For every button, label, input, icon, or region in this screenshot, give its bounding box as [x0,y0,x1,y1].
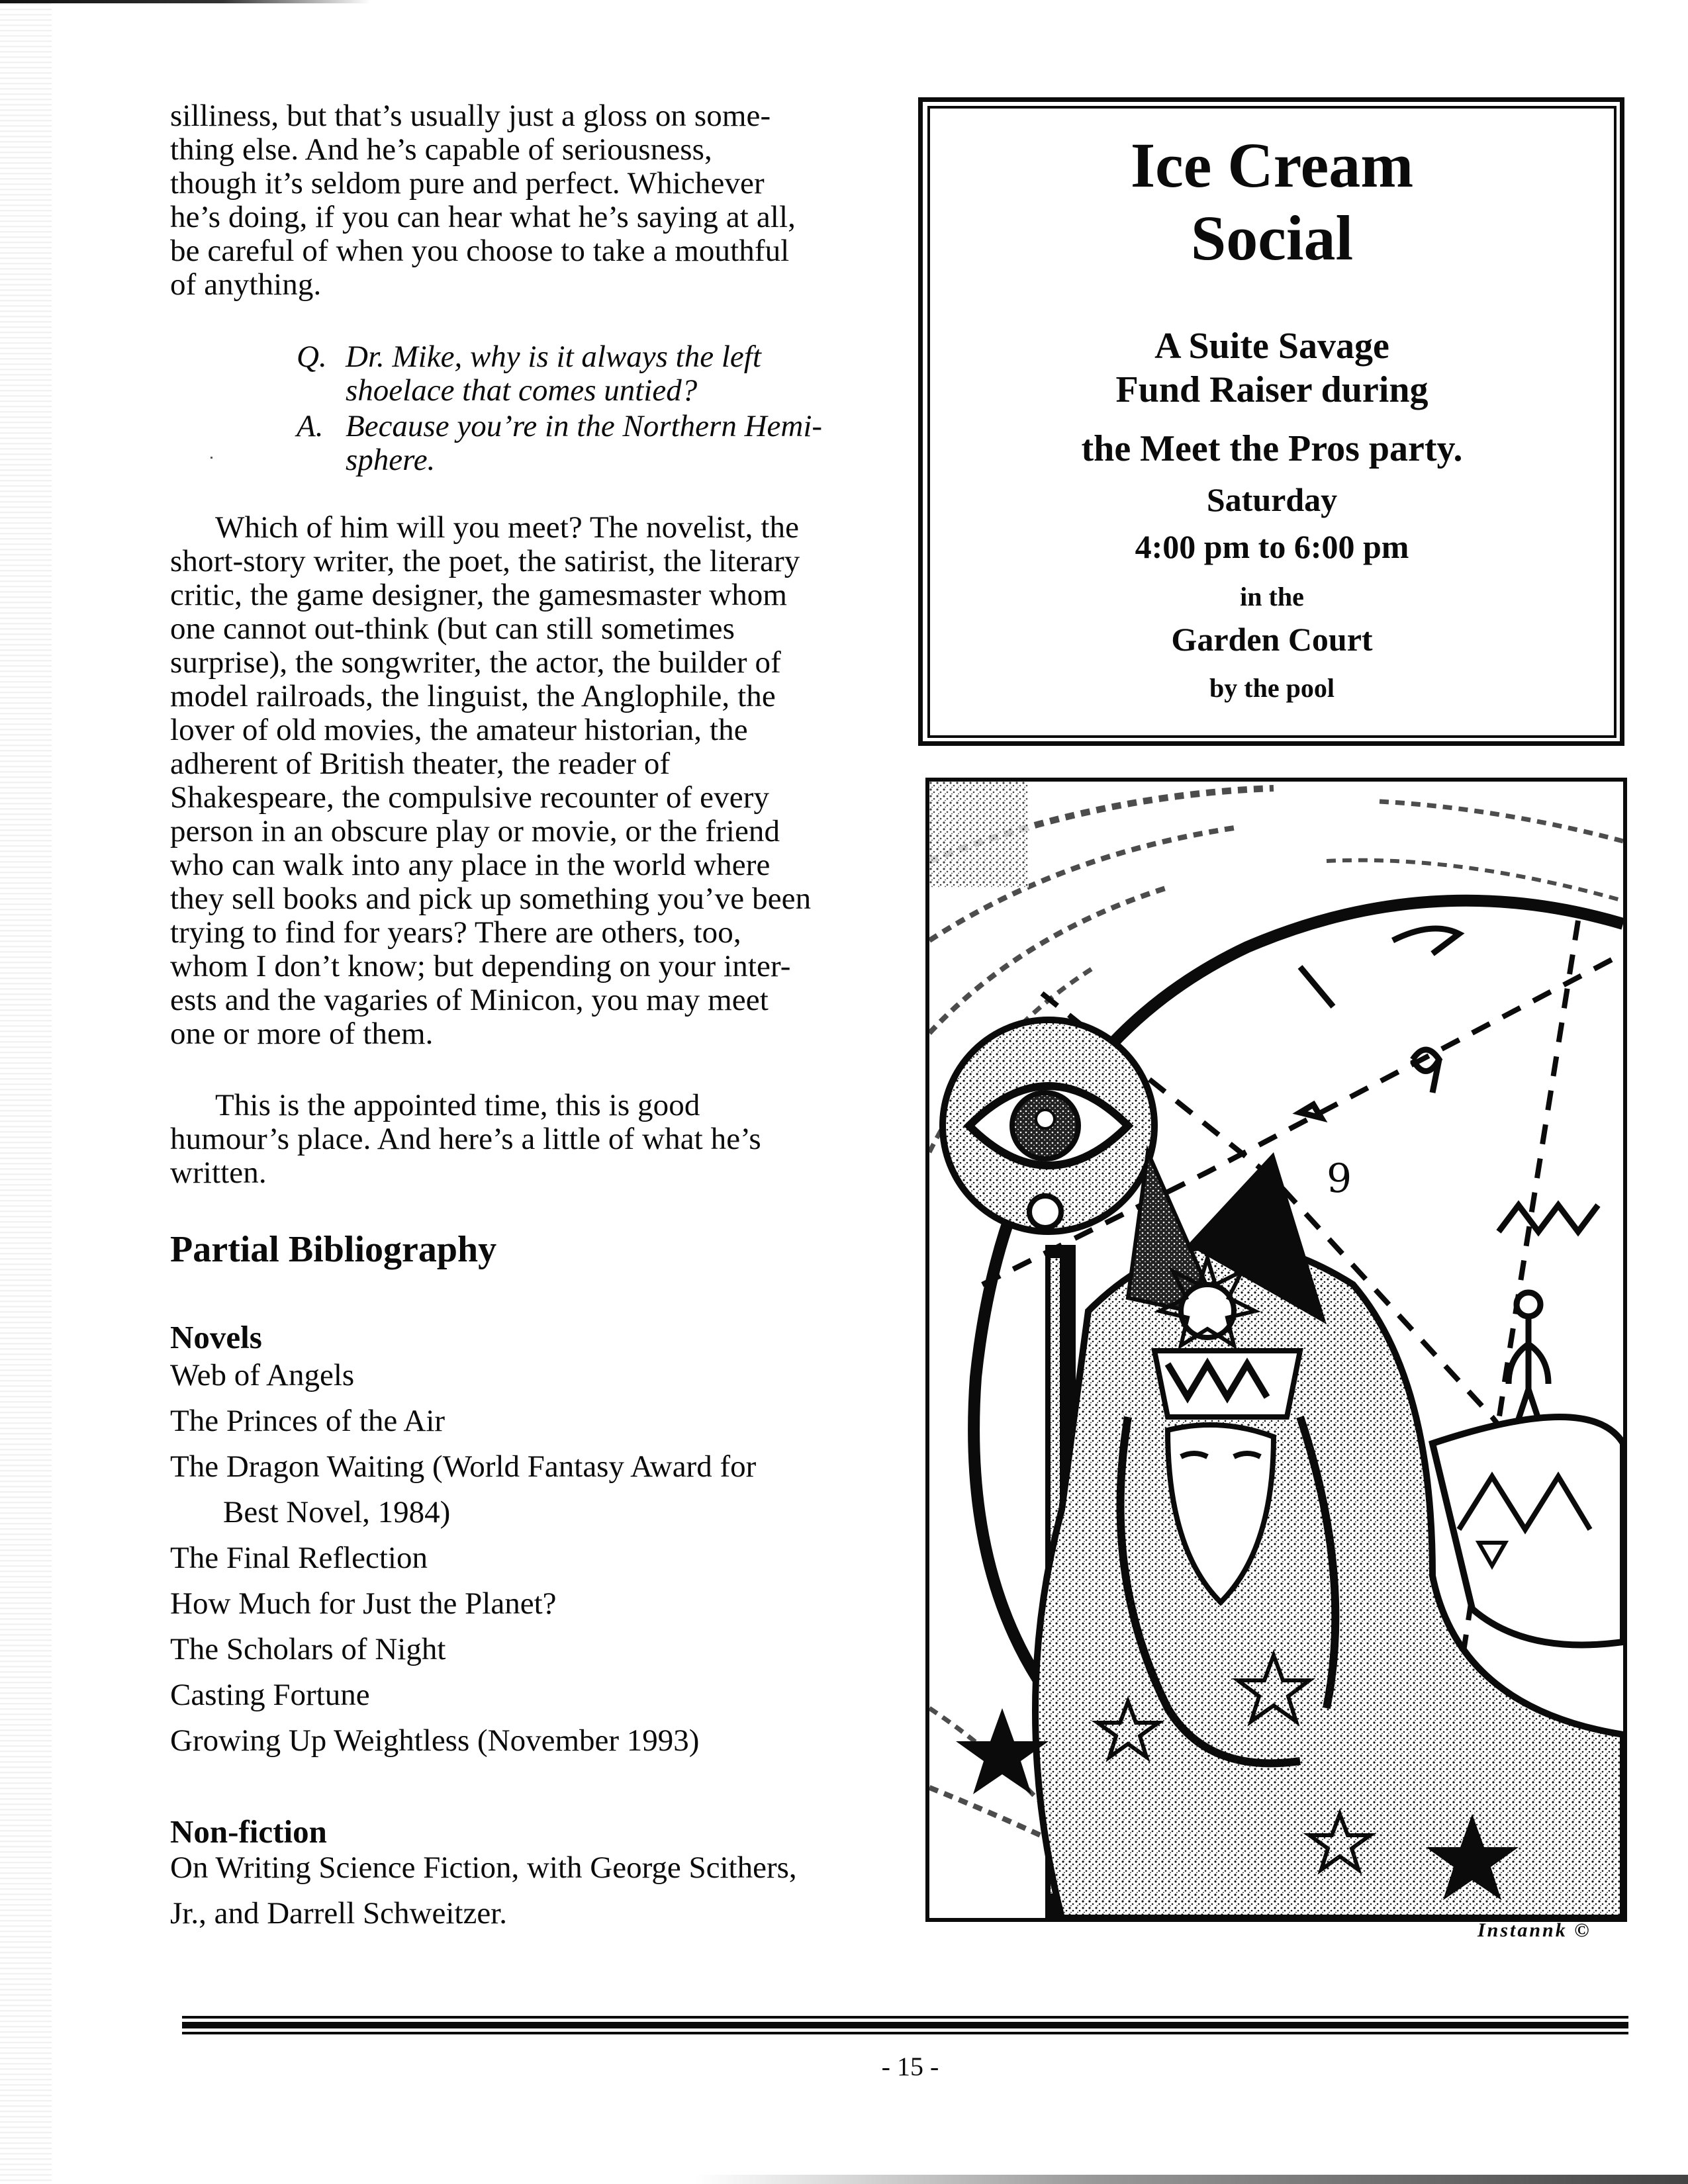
moon-with-mountains [1432,1417,1623,1645]
list-item: Casting Fortune [170,1678,370,1712]
text-line: model railroads, the linguist, the Anglophile, the [170,679,776,713]
wizard-illustration [925,778,1627,1922]
scan-top-artifact [0,0,371,3]
text-line: critic, the game designer, the gamesmaster whom [170,578,788,612]
text-line: silliness, but that’s usually just a gloss on some- [170,99,771,133]
page-number: - 15 - [881,2052,939,2081]
list-item: The Princes of the Air [170,1404,445,1438]
text-line: they sell books and pick up something you’ve been [170,882,812,916]
question-marker: Q. [297,340,327,374]
text-line: adherent of British theater, the reader of [170,747,671,781]
bibliography-heading: Partial Bibliography [170,1229,497,1270]
nonfiction-list [170,1845,892,1936]
text-line: written. [170,1156,267,1190]
speck [211,457,212,459]
text-line: thing else. And he’s capable of seriousness, [170,132,712,167]
list-item: Growing Up Weightless (November 1993) [170,1723,700,1758]
announcement-title-line1: Ice Cream [1130,130,1414,201]
scan-edge-artifact [0,0,52,2184]
text-line: whom I don’t know; but depending on your inter- [170,949,791,983]
scan-bottom-artifact [695,2175,1688,2184]
text-line: Shakespeare, the compulsive recounter of every [170,780,770,815]
text-line: Which of him will you meet? The novelist, the [215,510,800,545]
list-item: The Dragon Waiting (World Fantasy Award for [170,1449,757,1484]
text-line: one or more of them. [170,1017,434,1051]
list-item: The Scholars of Night [170,1632,446,1666]
rule-thin-top [182,2016,1628,2019]
answer-line: Because you’re in the Northern Hemi- [346,409,823,443]
text-line: ests and the vagaries of Minicon, you may meet [170,983,769,1017]
text-line: surprise), the songwriter, the actor, the builder of [170,645,781,680]
announcement-by-the-pool: by the pool [1209,673,1335,703]
list-item-continuation: Best Novel, 1984) [223,1495,451,1529]
svg-text:9: 9 [1327,1156,1352,1202]
announcement-location: Garden Court [1171,621,1373,658]
artist-signature: Instannk © [1477,1919,1591,1941]
rule-thin-bottom [182,2032,1628,2034]
answer-line: sphere. [346,443,436,477]
novels-heading: Novels [170,1319,262,1355]
list-item: On Writing Science Fiction, with George Scithers, [170,1850,797,1885]
text-line: lover of old movies, the amateur historian, the [170,713,748,747]
list-item: Web of Angels [170,1358,355,1392]
announcement-day: Saturday [1206,481,1338,518]
novels-list [170,1353,892,1764]
rule-thick [182,2022,1628,2028]
text-line: trying to find for years? There are others, too, [170,915,741,950]
announcement-subtitle-line2: Fund Raiser during [1115,369,1429,410]
text-line: one cannot out-think (but can still sometimes [170,612,735,646]
answer-marker: A. [297,409,324,443]
nonfiction-heading: Non-fiction [170,1813,327,1850]
question-line: shoelace that comes untied? [346,373,698,408]
paragraph-which-of-him [170,511,892,1051]
announcement-in-the: in the [1240,582,1304,612]
announcement-subtitle-line3: the Meet the Pros party. [1081,428,1463,469]
text-line: person in an obscure play or movie, or the friend [170,814,780,848]
text-line: though it’s seldom pure and perfect. Whichever [170,166,765,201]
text-line: be careful of when you choose to take a mouthful [170,234,790,268]
list-item: The Final Reflection [170,1541,428,1575]
list-item: Jr., and Darrell Schweitzer. [170,1896,507,1931]
text-line: he’s doing, if you can hear what he’s saying at all, [170,200,796,234]
announcement-time: 4:00 pm to 6:00 pm [1135,528,1409,565]
announcement-subtitle-line1: A Suite Savage [1154,326,1389,367]
text-line: humour’s place. And here’s a little of what he’s [170,1122,761,1156]
announcement-title-line2: Social [1190,203,1354,273]
wizard-illustration-art [929,782,1623,1918]
text-line: who can walk into any place in the world where [170,848,771,882]
question-line: Dr. Mike, why is it always the left [346,340,761,374]
paragraph-appointed-time [170,1089,892,1190]
text-line: of anything. [170,267,322,302]
text-line: This is the appointed time, this is good [215,1088,700,1122]
paragraph-intro [170,99,892,302]
list-item: How Much for Just the Planet? [170,1586,557,1621]
text-line: short-story writer, the poet, the satirist, the literary [170,544,800,578]
